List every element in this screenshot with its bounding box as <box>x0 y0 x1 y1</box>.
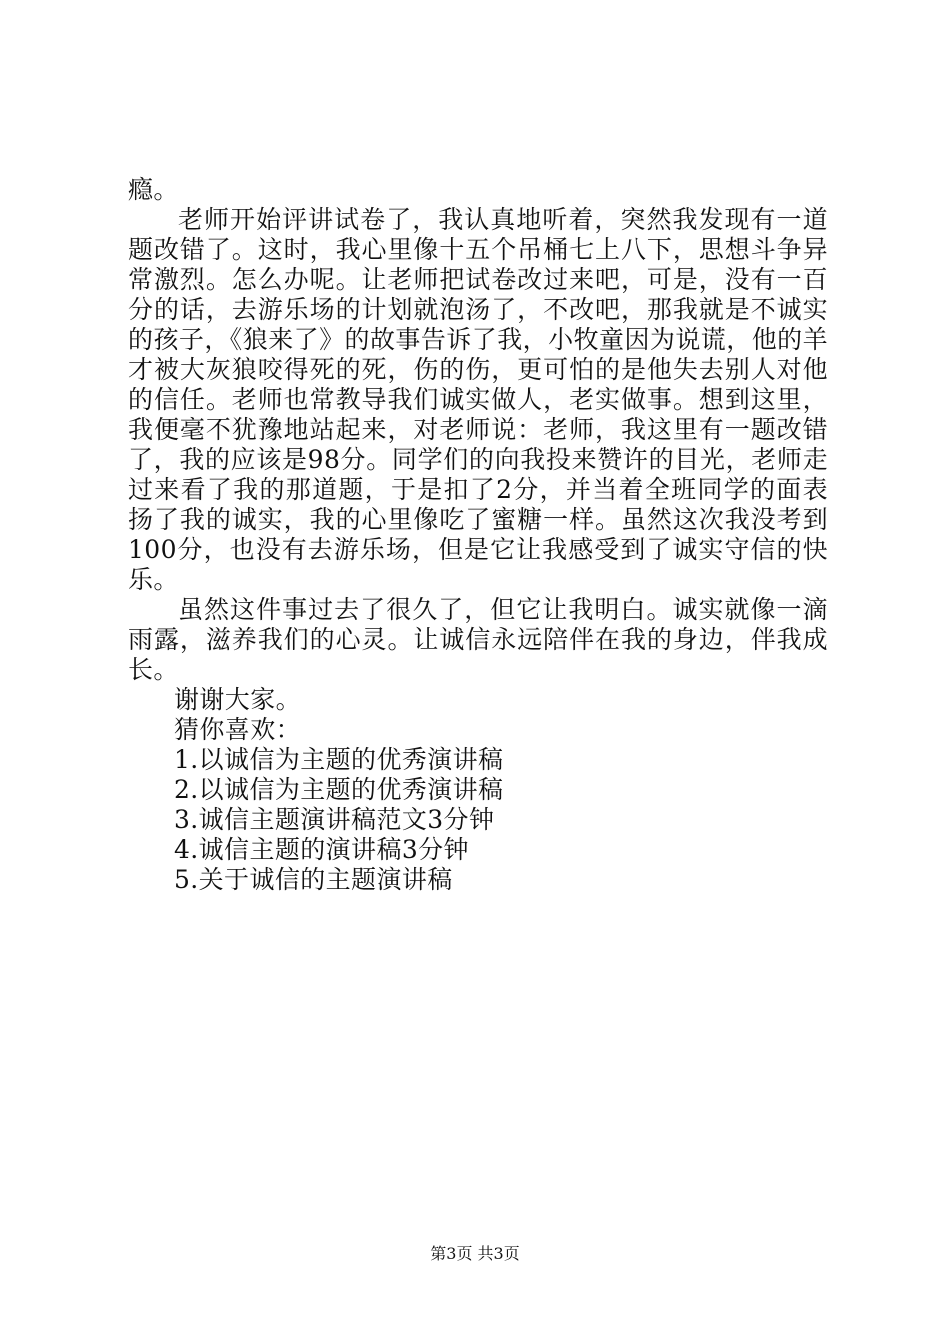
related-item-1[interactable]: 1.以诚信为主题的优秀演讲稿 <box>174 745 504 774</box>
closing-line: 谢谢大家。 <box>174 685 302 714</box>
related-list <box>128 745 828 895</box>
body-paragraph-1: 老师开始评讲试卷了，我认真地听着，突然我发现有一道题改错了。这时，我心里像十五个吊桶七上八下，思想斗争异常激烈。怎么办呢。让老师把试卷改过来吧，可是，没有一百分的话，去游乐场的计划就泡汤了，不改吧，那我就是不诚实的孩子，《狼来了》的故事告诉了我，小牧童因为说谎，他的羊才被大灰狼咬得死的死，伤的伤，更可怕的是他失去别人对他的信任。老师也常教导我们诚实做人，老实做事。想到这里，我便毫不犹豫地站起来，对老师说：老师，我这里有一题改错了，我的应该是98分。同学们的向我投来赞许的目光，老师走过来看了我的那道题，于是扣了2分，并当着全班同学的面表扬了我的诚实，我的心里像吃了蜜糖一样。虽然这次我没考到100分，也没有去游乐场，但是它让我感受到了诚实守信的快乐。 <box>128 205 828 594</box>
document-body <box>128 175 828 895</box>
related-item-2[interactable]: 2.以诚信为主题的优秀演讲稿 <box>174 775 504 804</box>
body-paragraph-2: 虽然这件事过去了很久了，但它让我明白。诚实就像一滴雨露，滋养我们的心灵。让诚信永远陪伴在我的身边，伴我成长。 <box>128 595 828 684</box>
related-item-5[interactable]: 5.关于诚信的主题演讲稿 <box>174 865 453 894</box>
related-heading: 猜你喜欢： <box>174 715 302 744</box>
related-item-4[interactable]: 4.诚信主题的演讲稿3分钟 <box>174 835 469 864</box>
text-fragment: 瘾。 <box>128 175 179 204</box>
related-item-3[interactable]: 3.诚信主题演讲稿范文3分钟 <box>174 805 495 834</box>
page-footer: 第3页 共3页 <box>430 1244 520 1263</box>
